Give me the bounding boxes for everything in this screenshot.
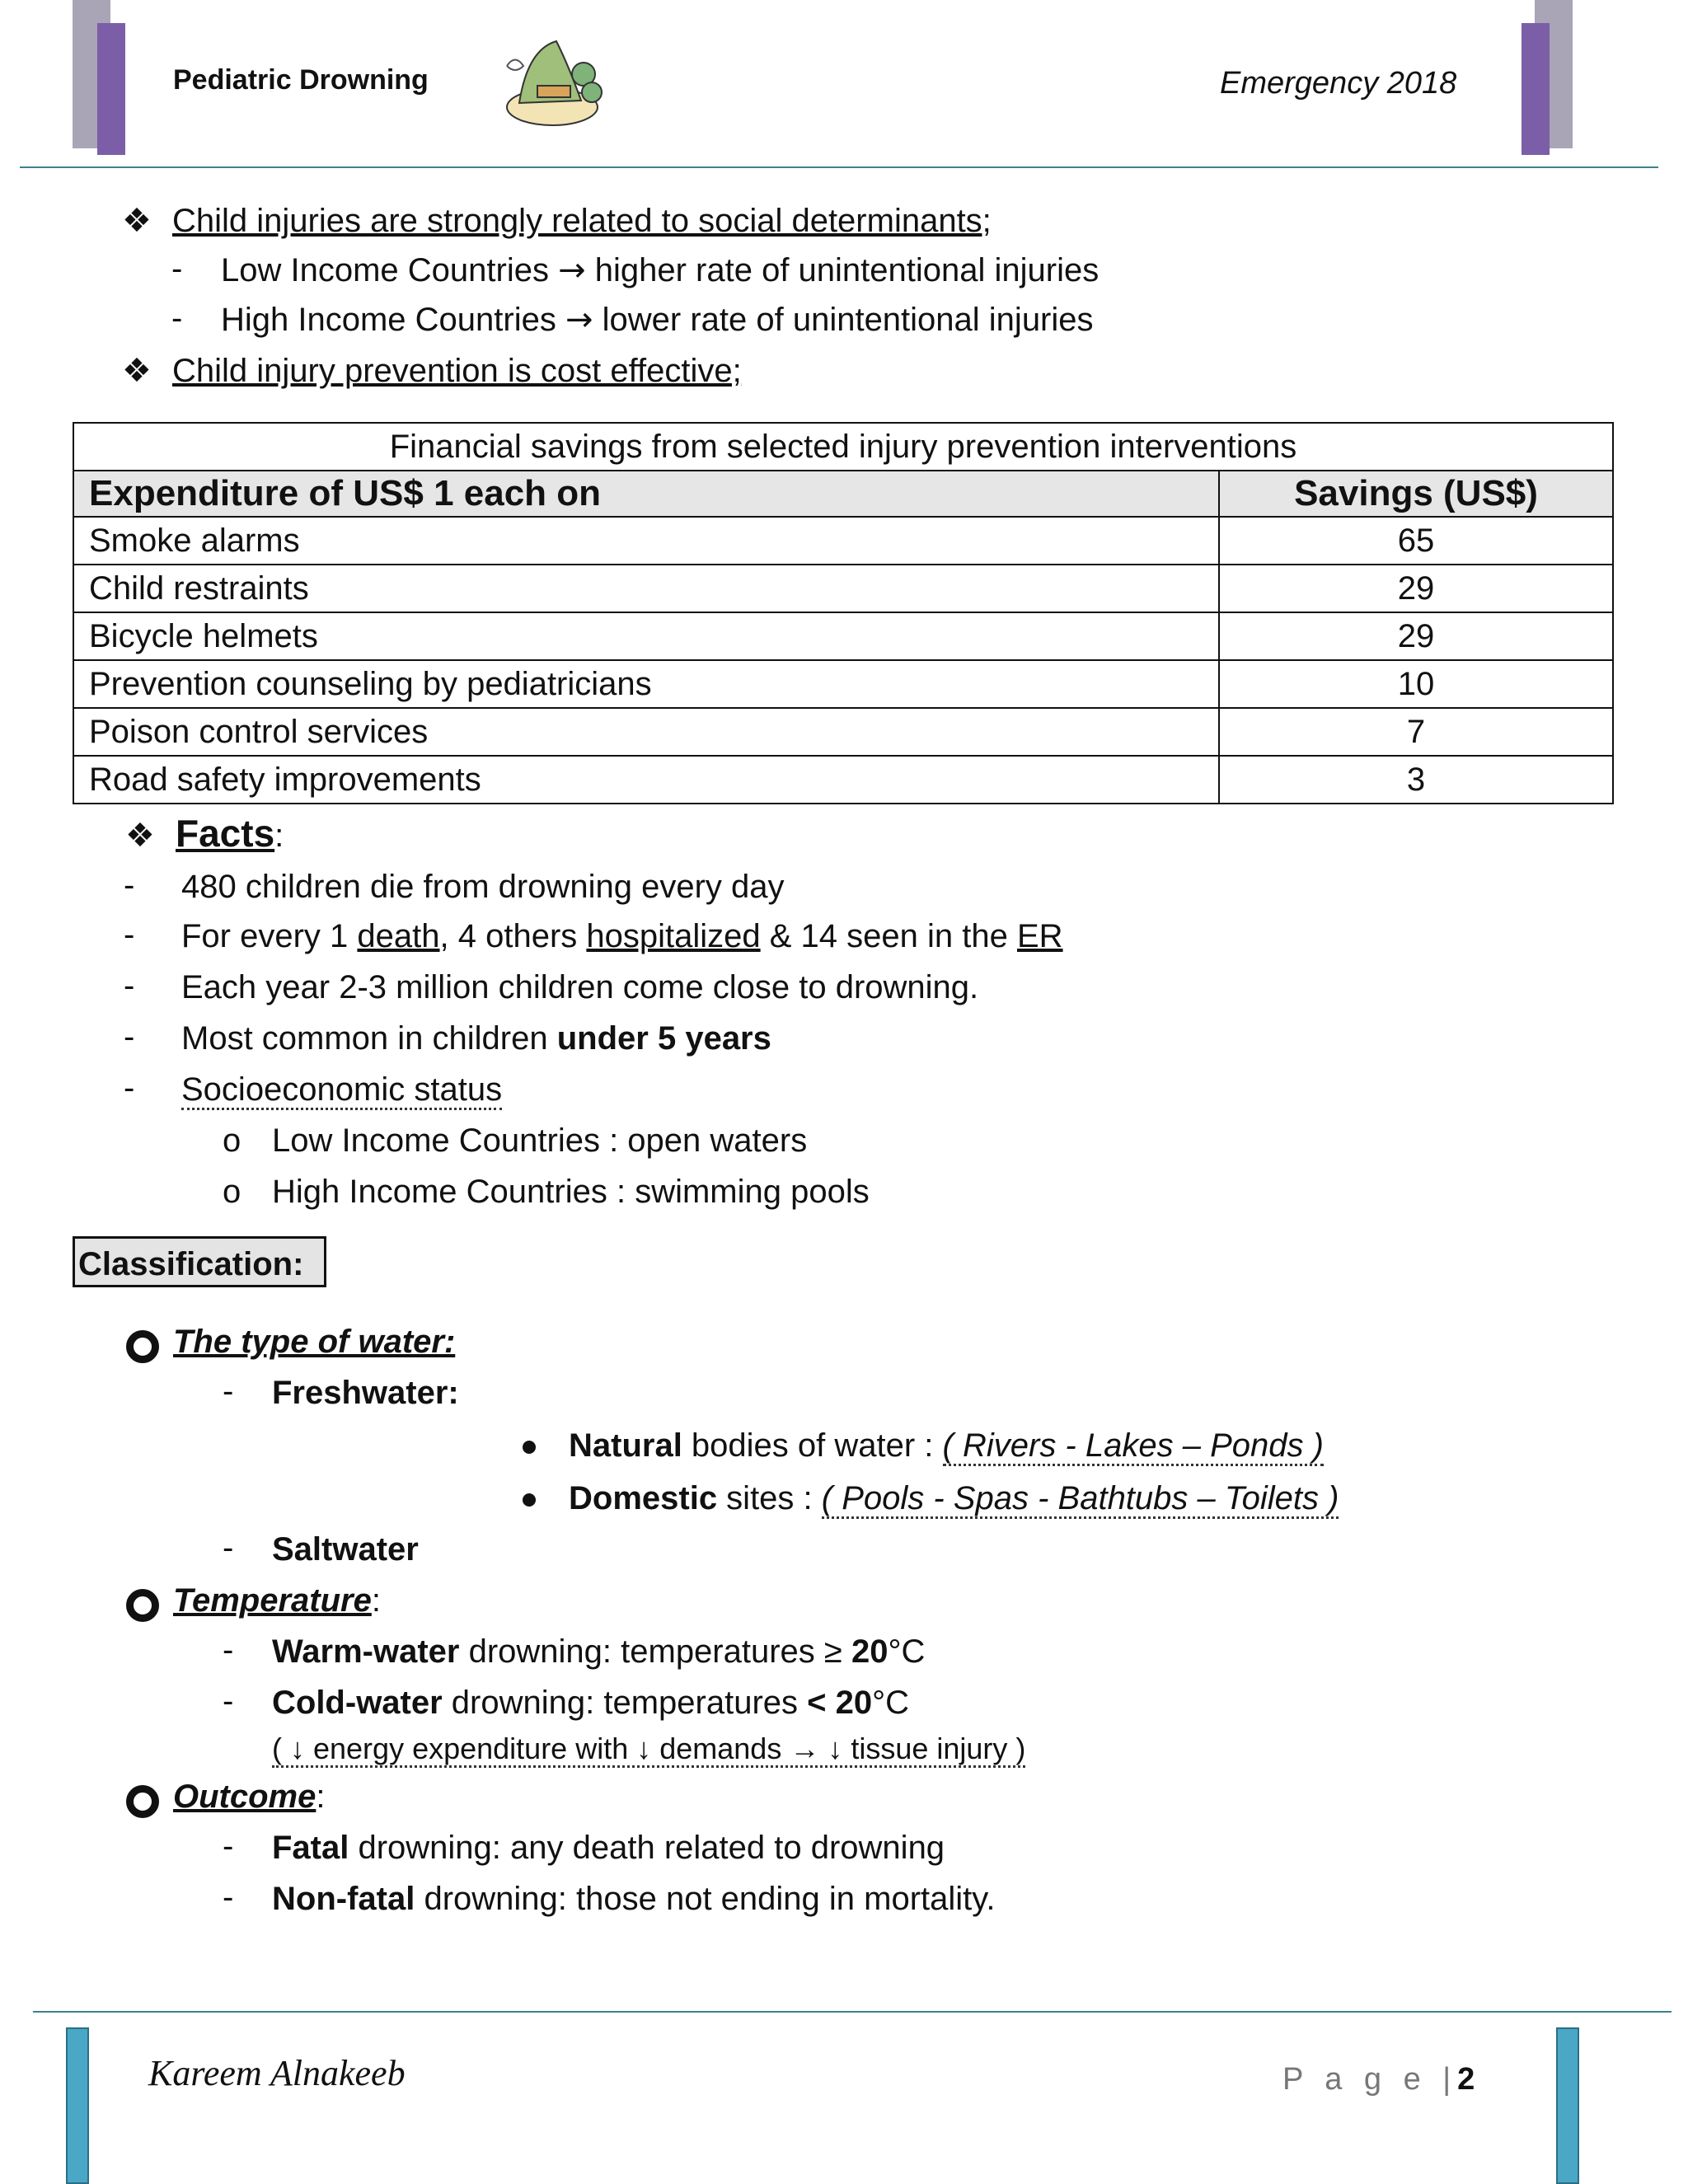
fact-1: 480 children die from drowning every day bbox=[181, 869, 785, 905]
fact-sub-2-marker: o bbox=[223, 1174, 241, 1210]
dash-marker: - bbox=[223, 1828, 234, 1864]
intro-low-income bbox=[221, 251, 1099, 290]
intro-high-income bbox=[221, 300, 1094, 340]
table-cell-value: 10 bbox=[1219, 660, 1613, 708]
intro-bullet-1 bbox=[122, 201, 992, 241]
table-header-expenditure: Expenditure of US$ 1 each on bbox=[73, 471, 1219, 517]
outcome-heading: Outcome: bbox=[173, 1779, 326, 1815]
table-cell-item: Road safety improvements bbox=[73, 756, 1219, 804]
temperature-heading: Temperature: bbox=[173, 1582, 381, 1619]
ring-bullet-icon bbox=[126, 1330, 159, 1363]
ring-bullet-icon bbox=[126, 1589, 159, 1622]
table-caption: Financial savings from selected injury prevention interventions bbox=[73, 423, 1613, 471]
arrow-right-icon: → bbox=[565, 301, 593, 339]
warm-water: Warm-water drowning: temperatures ≥ 20°C bbox=[272, 1633, 926, 1670]
table-row bbox=[73, 708, 1613, 756]
document-title: Pediatric Drowning bbox=[173, 64, 429, 96]
header-rule bbox=[20, 166, 1658, 168]
dash-marker: - bbox=[223, 1530, 234, 1566]
fact-death: death bbox=[357, 918, 440, 954]
table-row bbox=[73, 660, 1613, 708]
fact-under-5: under 5 years bbox=[556, 1020, 771, 1057]
table-cell-item: Prevention counseling by pediatricians bbox=[73, 660, 1219, 708]
table-row bbox=[73, 565, 1613, 612]
table-header-savings: Savings (US$) bbox=[1219, 471, 1613, 517]
diamond-bullet-icon: ❖ bbox=[125, 817, 155, 855]
bullet-dot bbox=[523, 1441, 536, 1454]
intro-bullet-2-text: Child injury prevention is cost effective; bbox=[171, 353, 742, 389]
domestic-list: ( Pools - Spas - Bathtubs – Toilets ) bbox=[822, 1480, 1339, 1519]
intro-bullet-1-text: Child injuries are strongly related to social determinants; bbox=[171, 203, 992, 239]
facts-heading: Facts bbox=[175, 812, 275, 855]
fact-4: Most common in children under 5 years bbox=[181, 1020, 771, 1057]
fact-sub-1-marker: o bbox=[223, 1122, 241, 1159]
fact-socioeconomic: Socioeconomic status bbox=[181, 1071, 502, 1110]
page-number: P a g e |2 bbox=[1282, 2062, 1475, 2097]
classification-heading: Classification: bbox=[73, 1236, 326, 1287]
table-cell-item: Smoke alarms bbox=[73, 517, 1219, 565]
intro-high-label: High Income Countries bbox=[221, 302, 556, 338]
footer-rule bbox=[33, 2011, 1672, 2013]
natural-list: ( Rivers - Lakes – Ponds ) bbox=[943, 1427, 1324, 1466]
table-cell-item: Poison control services bbox=[73, 708, 1219, 756]
nonfatal-drowning: Non-fatal drowning: those not ending in mortality. bbox=[272, 1881, 996, 1917]
intro-high-rest: lower rate of unintentional injuries bbox=[593, 302, 1094, 338]
dash-marker: - bbox=[223, 1632, 234, 1668]
dash-marker: - bbox=[223, 1879, 234, 1915]
fact-5 bbox=[181, 1070, 502, 1109]
table-row bbox=[73, 517, 1613, 565]
dash-marker: - bbox=[223, 1683, 234, 1719]
table-cell-value: 3 bbox=[1219, 756, 1613, 804]
table-cell-value: 7 bbox=[1219, 708, 1613, 756]
domestic-sites: Domestic sites : ( Pools - Spas - Bathtubs – Toilets ) bbox=[569, 1479, 1339, 1518]
table-row bbox=[73, 612, 1613, 660]
fact-sub-1: Low Income Countries : open waters bbox=[272, 1122, 808, 1159]
dash-marker: - bbox=[171, 251, 183, 287]
saltwater-label: Saltwater bbox=[272, 1531, 419, 1568]
savings-table bbox=[73, 422, 1614, 804]
page-number-value: 2 bbox=[1457, 2062, 1475, 2097]
temperature-note: ( ↓ energy expenditure with ↓ demands → ↓ tissue injury ) bbox=[272, 1731, 1025, 1766]
table-cell-item: Bicycle helmets bbox=[73, 612, 1219, 660]
table-cell-value: 65 bbox=[1219, 517, 1613, 565]
facts-heading-row: ❖ Facts: bbox=[125, 812, 284, 855]
footer-decor-left bbox=[66, 2027, 89, 2184]
intro-low-label: Low Income Countries bbox=[221, 252, 549, 288]
fact-2: For every 1 death, 4 others hospitalized & 14 seen in the ER bbox=[181, 918, 1063, 954]
fact-er: ER bbox=[1016, 918, 1063, 954]
dash-marker: - bbox=[124, 968, 135, 1004]
footer-decor-right bbox=[1556, 2027, 1579, 2184]
diamond-bullet-icon: ❖ bbox=[122, 202, 152, 240]
page-label: P a g e bbox=[1282, 2062, 1428, 2097]
dash-marker: - bbox=[124, 1019, 135, 1055]
cold-water: Cold-water drowning: temperatures < 20°C bbox=[272, 1685, 909, 1721]
dash-marker: - bbox=[171, 300, 183, 336]
intro-low-rest: higher rate of unintentional injuries bbox=[585, 252, 1100, 288]
table-cell-value: 29 bbox=[1219, 565, 1613, 612]
dash-marker: - bbox=[124, 916, 135, 953]
header-decor-left-purple bbox=[97, 23, 125, 155]
dash-marker: - bbox=[124, 1070, 135, 1106]
hat-logo-icon bbox=[495, 16, 610, 140]
table-row bbox=[73, 756, 1613, 804]
header-decor-right-purple bbox=[1522, 23, 1550, 155]
intro-bullet-2 bbox=[122, 351, 742, 391]
arrow-right-icon: → bbox=[558, 251, 586, 289]
freshwater-label: Freshwater: bbox=[272, 1375, 459, 1411]
fatal-drowning: Fatal drowning: any death related to drowning bbox=[272, 1830, 945, 1866]
dash-marker: - bbox=[124, 867, 135, 903]
document-edition: Emergency 2018 bbox=[1220, 66, 1457, 101]
fact-sub-2: High Income Countries : swimming pools bbox=[272, 1174, 870, 1210]
natural-bodies: Natural bodies of water : ( Rivers - Lakes – Ponds ) bbox=[569, 1426, 1324, 1465]
diamond-bullet-icon: ❖ bbox=[122, 352, 152, 390]
dash-marker: - bbox=[223, 1373, 234, 1409]
table-cell-item: Child restraints bbox=[73, 565, 1219, 612]
fact-3: Each year 2-3 million children come close to drowning. bbox=[181, 969, 979, 1005]
fact-hospitalized: hospitalized bbox=[586, 918, 761, 954]
ring-bullet-icon bbox=[126, 1785, 159, 1818]
type-heading: The type of water: bbox=[173, 1324, 456, 1360]
footer-author: Kareem Alnakeeb bbox=[148, 2053, 406, 2093]
table-cell-value: 29 bbox=[1219, 612, 1613, 660]
bullet-dot bbox=[523, 1493, 536, 1507]
